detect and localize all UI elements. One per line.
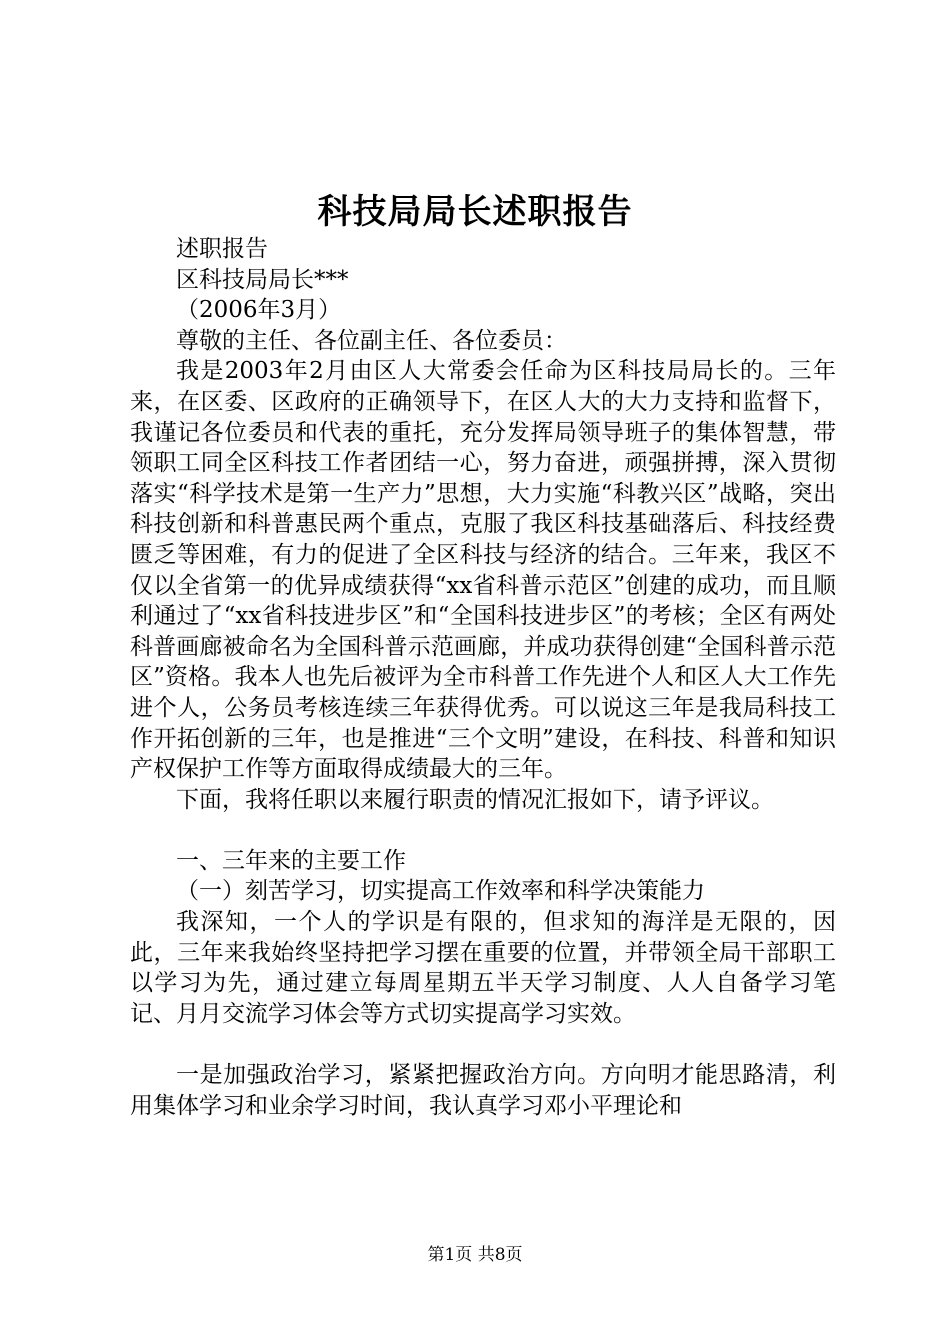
paragraph-salutation: 尊敬的主任、各位副主任、各位委员： xyxy=(176,327,567,354)
paragraph-political-study: 一是加强政治学习，紧紧把握政治方向。方向明才能思路清，利用集体学习和业余学习时间，我认真学习邓小平理论和 xyxy=(130,1062,836,1119)
paragraph-intro: 我是2003年2月由区人大常委会任命为区科技局局长的。三年来，在区委、区政府的正确领导下，在区人大的大力支持和监督下，我谨记各位委员和代表的重托，充分发挥局领导班子的集体智慧，带领职工同全区科技工作者团结一心，努力奋进，顽强拼搏，深入贯彻落实“科学技术是第一生产力”思想，大力实施“科教兴区”战略，突出科技创新和科普惠民两个重点，克服了我区科技基础落后、科技经费匮乏等困难，有力的促进了全区科技与经济的结合。三年来，我区不仅以全省第一的优异成绩获得“xx省科普示范区”创建的成功，而且顺利通过了“xx省科技进步区”和“全国科技进步区”的考核；全区有两处科普画廊被命名为全国科普示范画廊，并成功获得创建“全国科普示范区”资格。我本人也先后被评为全市科普工作先进个人和区人大工作先进个人，公务员考核连续三年获得优秀。可以说这三年是我局科技工作开拓创新的三年，也是推进“三个文明”建设，在科技、科普和知识产权保护工作等方面取得成绩最大的三年。 xyxy=(130,358,836,783)
subsection-heading-1: （一）刻苦学习，切实提高工作效率和科学决策能力 xyxy=(176,878,705,905)
document-body xyxy=(130,234,836,1121)
paragraph-author: 区科技局局长*** xyxy=(176,266,349,293)
page-number: 第1页 共8页 xyxy=(427,1245,523,1265)
document-title: 科技局局长述职报告 xyxy=(317,192,633,232)
paragraph-report-label: 述职报告 xyxy=(176,236,268,262)
section-heading-1: 一、三年来的主要工作 xyxy=(176,847,406,874)
paragraph-transition: 下面，我将任职以来履行职责的情况汇报如下，请予评议。 xyxy=(176,786,774,813)
paragraph-date: （2006年3月） xyxy=(176,297,342,324)
paragraph-study: 我深知，一个人的学识是有限的，但求知的海洋是无限的，因此，三年来我始终坚持把学习摆在重要的位置，并带领全局干部职工以学习为先，通过建立每周星期五半天学习制度、人人自备学习笔记、月月交流学习体会等方式切实提高学习实效。 xyxy=(130,909,836,1027)
